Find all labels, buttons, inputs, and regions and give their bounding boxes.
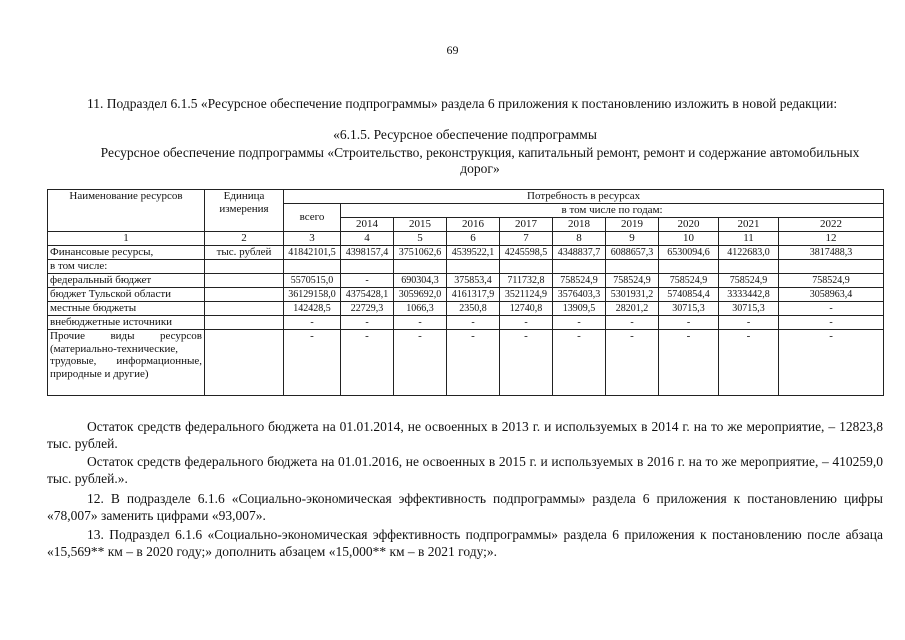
row-value: 4375428,1 <box>341 288 394 302</box>
row-name: местные бюджеты <box>48 302 205 316</box>
row-value: 758524,9 <box>719 274 779 288</box>
table-row <box>48 316 884 330</box>
row-value: 4539522,1 <box>447 246 500 260</box>
row-value: 375853,4 <box>447 274 500 288</box>
row-total: 41842101,5 <box>284 246 341 260</box>
row-total: 142428,5 <box>284 302 341 316</box>
row-value: 2350,8 <box>447 302 500 316</box>
col-number: 1 <box>48 232 205 246</box>
paragraph-2: Остаток средств федерального бюджета на 01.01.2016, не освоенных в 2015 г. и используемых в 2016 г. на то же мероприятие, – 410259,0 тыс. рублей.». <box>47 454 883 486</box>
row-value: - <box>719 330 779 396</box>
page-number: 69 <box>446 43 459 57</box>
row-value: - <box>779 330 884 396</box>
row-unit <box>205 330 284 396</box>
year-cell: 2018 <box>553 218 606 232</box>
year-cell: 2015 <box>394 218 447 232</box>
row-value: 6530094,6 <box>659 246 719 260</box>
row-value: 3333442,8 <box>719 288 779 302</box>
total-header: всего <box>284 204 341 232</box>
paragraph-3: 12. В подразделе 6.1.6 «Социально-экономическая эффективность подпрограммы» раздела 6 приложения к постановлению цифры «78,007» заменить цифрами «93,007». <box>47 491 883 523</box>
row-value <box>659 260 719 274</box>
row-name: Прочие виды ресурсов (материально-технические, трудовые, информационные, природные и другие) <box>48 330 205 396</box>
row-name: бюджет Тульской области <box>48 288 205 302</box>
row-total <box>284 260 341 274</box>
need-header: Потребность в ресурсах <box>284 190 884 204</box>
row-value: 30715,3 <box>719 302 779 316</box>
year-cell: 2016 <box>447 218 500 232</box>
row-value <box>394 260 447 274</box>
row-value: 4161317,9 <box>447 288 500 302</box>
row-value: - <box>394 330 447 396</box>
row-unit <box>205 288 284 302</box>
row-value: - <box>447 330 500 396</box>
row-total: - <box>284 330 341 396</box>
row-value: - <box>500 316 553 330</box>
row-value <box>606 260 659 274</box>
table-caption: Ресурсное обеспечение подпрограммы «Строительство, реконструкция, капитальный ремонт, ремонт и содержание автомобильных дорог» <box>100 145 860 176</box>
row-name: Финансовые ресурсы, <box>48 246 205 260</box>
col-name-header: Наименование ресурсов <box>48 190 205 232</box>
row-total: - <box>284 316 341 330</box>
row-value: 5740854,4 <box>659 288 719 302</box>
row-total: 36129158,0 <box>284 288 341 302</box>
row-value: 4245598,5 <box>500 246 553 260</box>
row-value: 758524,9 <box>606 274 659 288</box>
paragraph-1: Остаток средств федерального бюджета на 01.01.2014, не освоенных в 2013 г. и используемых в 2014 г. на то же мероприятие, – 12823,8 тыс. рублей. <box>47 419 883 451</box>
item-11-text: 11. Подраздел 6.1.5 «Ресурсное обеспечение подпрограммы» раздела 6 приложения к постановлению изложить в новой редакции: <box>87 96 838 111</box>
row-value: - <box>779 302 884 316</box>
col-number: 3 <box>284 232 341 246</box>
col-number: 5 <box>394 232 447 246</box>
row-value: 3817488,3 <box>779 246 884 260</box>
year-cell: 2021 <box>719 218 779 232</box>
col-number: 9 <box>606 232 659 246</box>
row-value: - <box>341 330 394 396</box>
col-number: 7 <box>500 232 553 246</box>
other-resources-row <box>48 330 884 396</box>
table-row <box>48 246 884 260</box>
row-value: - <box>659 316 719 330</box>
row-value: 3059692,0 <box>394 288 447 302</box>
row-value: 30715,3 <box>659 302 719 316</box>
row-value: - <box>719 316 779 330</box>
col-unit-header: Единица измерения <box>205 190 284 232</box>
col-number: 8 <box>553 232 606 246</box>
row-unit <box>205 316 284 330</box>
row-value: 22729,3 <box>341 302 394 316</box>
row-value: - <box>606 330 659 396</box>
row-unit <box>205 274 284 288</box>
table-row <box>48 260 884 274</box>
row-unit: тыс. рублей <box>205 246 284 260</box>
row-value: 13909,5 <box>553 302 606 316</box>
year-cell: 2019 <box>606 218 659 232</box>
column-numbers-row <box>48 232 884 246</box>
row-value: 711732,8 <box>500 274 553 288</box>
row-value <box>719 260 779 274</box>
col-number: 10 <box>659 232 719 246</box>
row-value <box>779 260 884 274</box>
row-value: - <box>779 316 884 330</box>
row-unit <box>205 260 284 274</box>
row-value <box>500 260 553 274</box>
col-number: 4 <box>341 232 394 246</box>
row-value <box>553 260 606 274</box>
row-value: 4398157,4 <box>341 246 394 260</box>
row-value: - <box>659 330 719 396</box>
row-value: 3521124,9 <box>500 288 553 302</box>
row-value: - <box>341 316 394 330</box>
year-cell: 2017 <box>500 218 553 232</box>
table-row <box>48 302 884 316</box>
row-value: - <box>553 316 606 330</box>
paragraph-4: 13. Подраздел 6.1.6 «Социально-экономическая эффективность подпрограммы» раздела 6 приложения к постановлению после абзаца «15,569** км – в 2020 году;» дополнить абзацем «15,000** км – в 2021 году;». <box>47 527 883 559</box>
year-cell: 2014 <box>341 218 394 232</box>
row-unit <box>205 302 284 316</box>
table-row <box>48 288 884 302</box>
row-name: федеральный бюджет <box>48 274 205 288</box>
table-row <box>48 274 884 288</box>
col-number: 2 <box>205 232 284 246</box>
resource-table <box>47 189 884 396</box>
col-number: 6 <box>447 232 500 246</box>
row-value: - <box>394 316 447 330</box>
year-cell: 2020 <box>659 218 719 232</box>
row-value: 758524,9 <box>659 274 719 288</box>
section-heading: «6.1.5. Ресурсное обеспечение подпрограммы <box>333 127 597 142</box>
row-total: 5570515,0 <box>284 274 341 288</box>
row-value: 12740,8 <box>500 302 553 316</box>
row-value: 690304,3 <box>394 274 447 288</box>
row-value <box>341 260 394 274</box>
row-value <box>447 260 500 274</box>
row-value: 4122683,0 <box>719 246 779 260</box>
row-value: 758524,9 <box>553 274 606 288</box>
row-value: 758524,9 <box>779 274 884 288</box>
row-value: - <box>447 316 500 330</box>
row-value: 3751062,6 <box>394 246 447 260</box>
row-value: - <box>341 274 394 288</box>
col-number: 11 <box>719 232 779 246</box>
row-name: в том числе: <box>48 260 205 274</box>
row-value: - <box>606 316 659 330</box>
row-value: 5301931,2 <box>606 288 659 302</box>
row-value: - <box>500 330 553 396</box>
years-header: в том числе по годам: <box>341 204 884 218</box>
row-value: 4348837,7 <box>553 246 606 260</box>
col-number: 12 <box>779 232 884 246</box>
row-name: внебюджетные источники <box>48 316 205 330</box>
row-value: 28201,2 <box>606 302 659 316</box>
row-value: 6088657,3 <box>606 246 659 260</box>
row-value: - <box>553 330 606 396</box>
row-value: 1066,3 <box>394 302 447 316</box>
year-cell: 2022 <box>779 218 884 232</box>
row-value: 3576403,3 <box>553 288 606 302</box>
row-value: 3058963,4 <box>779 288 884 302</box>
